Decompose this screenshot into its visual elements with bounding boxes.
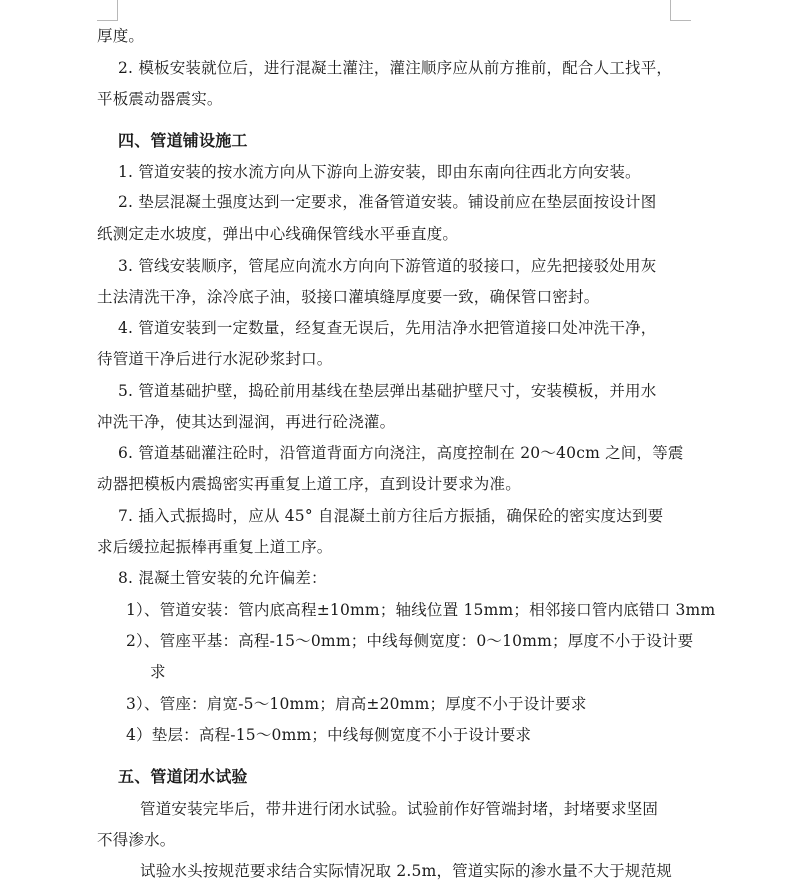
list-item-line: 6. 管道基础灌注砼时，沿管道背面方向浇注，高度控制在 20～40cm 之间，等震 — [118, 444, 684, 462]
paragraph-line: 试验水头按规范要求结合实际情况取 2.5m，管道实际的渗水量不大于规范规 — [140, 862, 672, 880]
list-item-line: 8. 混凝土管安装的允许偏差： — [118, 569, 327, 587]
crop-mark-left — [97, 0, 118, 21]
paragraph-line: 求后缓拉起振棒再重复上道工序。 — [97, 538, 333, 556]
section-heading: 五、管道闭水试验 — [118, 767, 248, 786]
paragraph-line: 土法清洗干净，涂冷底子油，驳接口灌填缝厚度要一致，确保管口密封。 — [97, 288, 600, 306]
list-item-line: 7. 插入式振捣时，应从 45° 自混凝土前方往后方振插，确保砼的密实度达到要 — [118, 507, 664, 525]
sub-item-line: 4）垫层：高程-15～0mm；中线每侧宽度不小于设计要求 — [126, 726, 532, 744]
sub-item-line: 1）、管道安装：管内底高程±10mm；轴线位置 15mm；相邻接口管内底错口 3mm — [126, 601, 716, 619]
section-heading: 四、管道铺设施工 — [118, 131, 248, 150]
paragraph-line: 待管道干净后进行水泥砂浆封口。 — [97, 350, 333, 368]
paragraph-line: 厚度。 — [97, 27, 145, 45]
paragraph-line: 平板震动器震实。 — [97, 90, 223, 108]
sub-item-line: 2）、管座平基：高程-15～0mm；中线每侧宽度：0～10mm；厚度不小于设计要 — [126, 632, 694, 650]
paragraph-line: 不得渗水。 — [97, 831, 176, 849]
crop-mark-right — [670, 0, 691, 21]
list-item-line: 5. 管道基础护壁，捣砼前用基线在垫层弹出基础护壁尺寸，安装模板，并用水 — [118, 382, 657, 400]
paragraph-line: 纸测定走水坡度，弹出中心线确保管线水平垂直度。 — [97, 225, 459, 243]
paragraph-line: 动器把模板内震捣密实再重复上道工序，直到设计要求为准。 — [97, 475, 521, 493]
sub-item-continuation: 求 — [150, 663, 166, 681]
list-item-line: 1. 管道安装的按水流方向从下游向上游安装，即由东南向往西北方向安装。 — [118, 163, 641, 181]
list-item-line: 2. 模板安装就位后，进行混凝土灌注，灌注顺序应从前方推前，配合人工找平， — [118, 59, 673, 77]
sub-item-line: 3）、管座：肩宽-5～10mm；肩高±20mm；厚度不小于设计要求 — [126, 695, 587, 713]
list-item-line: 4. 管道安装到一定数量，经复查无误后，先用洁净水把管道接口处冲洗干净， — [118, 319, 657, 337]
list-item-line: 3. 管线安装顺序，管尾应向流水方向向下游管道的驳接口，应先把接驳处用灰 — [118, 257, 657, 275]
paragraph-line: 管道安装完毕后，带井进行闭水试验。试验前作好管端封堵，封堵要求坚固 — [140, 800, 659, 818]
paragraph-line: 冲洗干净，使其达到湿润，再进行砼浇灌。 — [97, 413, 396, 431]
list-item-line: 2. 垫层混凝土强度达到一定要求，准备管道安装。铺设前应在垫层面按设计图 — [118, 193, 657, 211]
